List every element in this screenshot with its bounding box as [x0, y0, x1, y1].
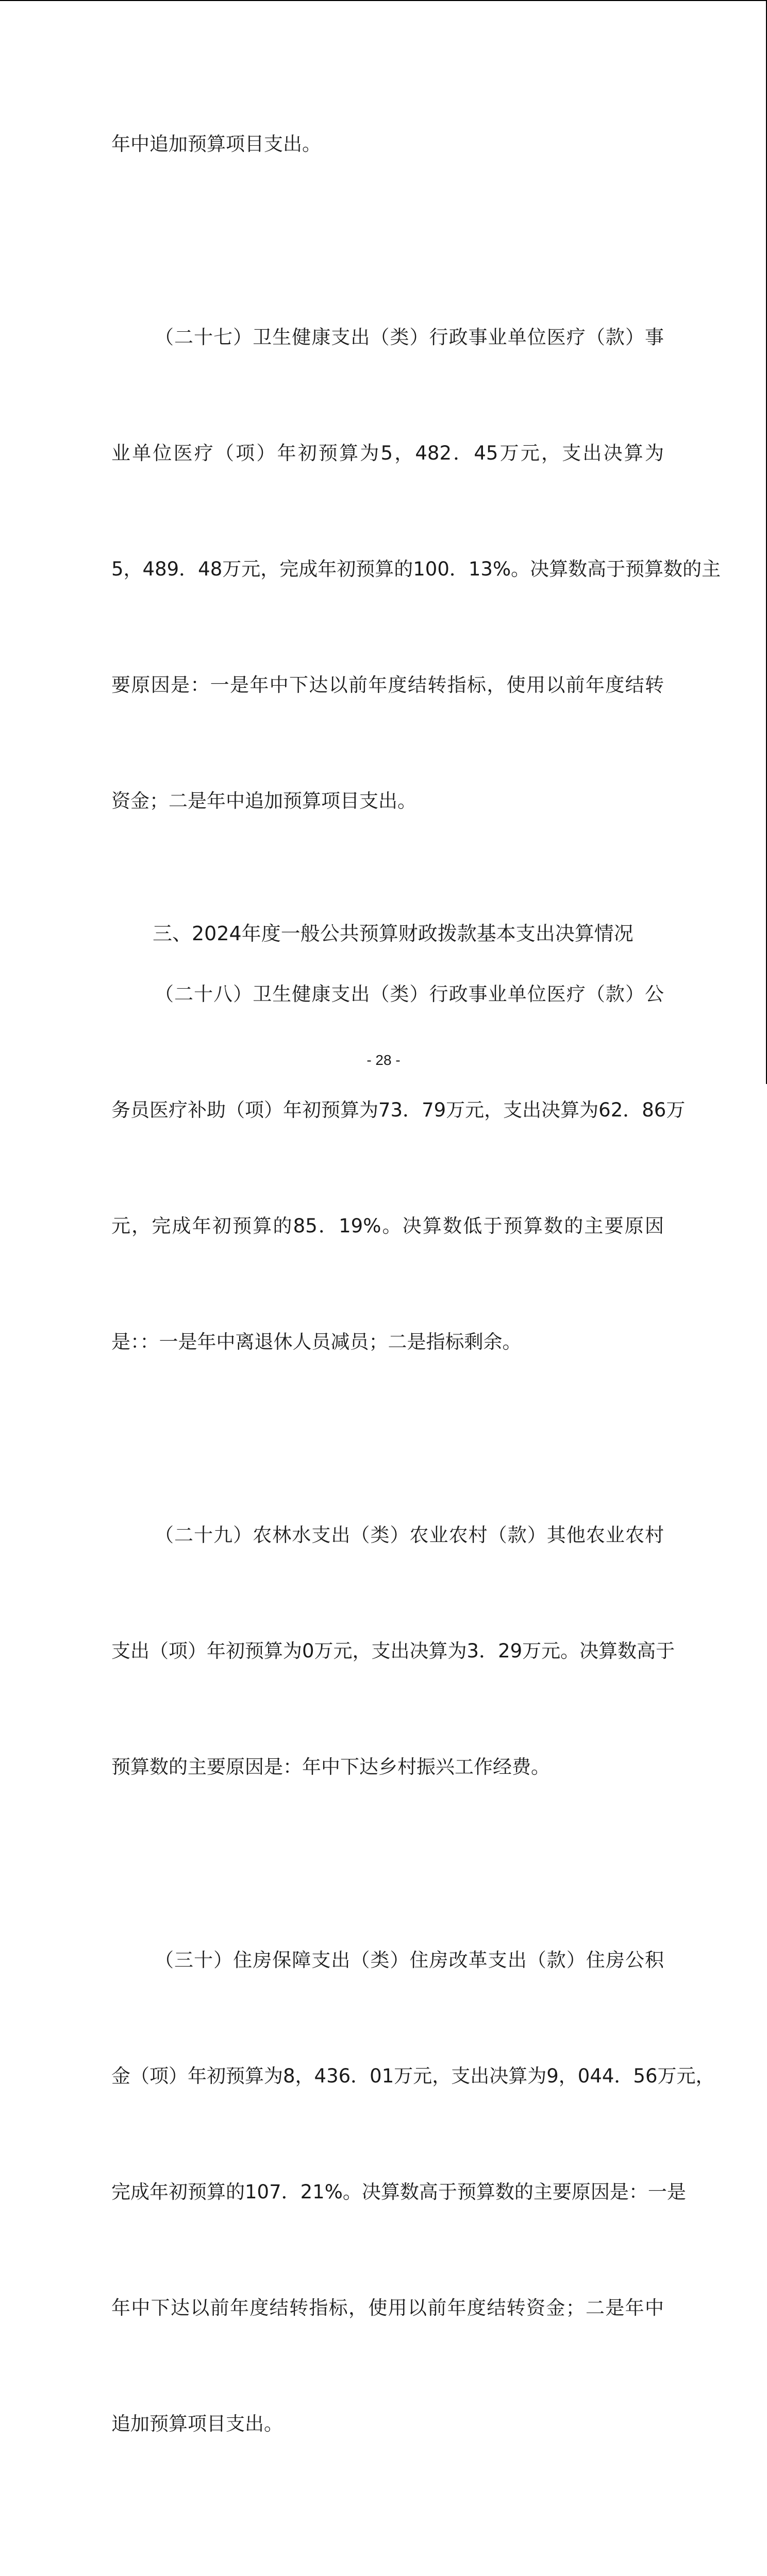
paragraph-item-30 [111, 1863, 715, 2520]
text-line: 务员医疗补助（项）年初预算为73．79万元，支出决算为62．86万 [111, 1099, 686, 1121]
text-line: 资金；二是年中追加预算项目支出。 [111, 790, 416, 812]
text-line: 预算数的主要原因是：年中下达乡村振兴工作经费。 [111, 1756, 550, 1778]
text-line: 业单位医疗（项）年初预算为5，482．45万元，支出决算为 [111, 442, 664, 464]
text-line: 元，完成年初预算的85．19%。决算数低于预算数的主要原因 [111, 1215, 664, 1237]
text-line: 年中追加预算项目支出。 [111, 133, 321, 155]
document-body [111, 47, 721, 2576]
text-line: （三十）住房保障支出（类）住房改革支出（款）住房公积 [155, 1949, 664, 1971]
paragraph-continuation [111, 47, 664, 241]
section-heading: 三、2024年度一般公共预算财政拨款基本支出决算情况 [153, 922, 633, 945]
paragraph-item-28 [111, 897, 686, 1438]
text-line: （二十八）卫生健康支出（类）行政事业单位医疗（款）公 [155, 983, 664, 1005]
text-line: 支出（项）年初预算为0万元，支出决算为3．29万元。决算数高于 [111, 1640, 675, 1662]
text-line: 年中下达以前年度结转指标，使用以前年度结转资金；二是年中 [111, 2297, 664, 2319]
text-line: 要原因是：一是年中下达以前年度结转指标，使用以前年度结转 [111, 674, 664, 696]
paragraph-item-31 [111, 2520, 664, 2576]
text-line: 完成年初预算的107．21%。决算数高于预算数的主要原因是：一是 [111, 2181, 686, 2203]
text-line: 是：：一是年中离退休人员减员；二是指标剩余。 [111, 1331, 522, 1353]
text-line: （二十七）卫生健康支出（类）行政事业单位医疗（款）事 [155, 326, 664, 348]
text-line: 金（项）年初预算为8，436．01万元，支出决算为9，044．56万元， [111, 2065, 715, 2087]
paragraph-item-27 [111, 241, 721, 897]
text-line: （二十九）农林水支出（类）农业农村（款）其他农业农村 [155, 1524, 664, 1546]
text-line: 追加预算项目支出。 [111, 2413, 283, 2435]
text-line: 5，489．48万元，完成年初预算的100．13%。决算数高于预算数的主 [111, 558, 721, 580]
page-number: - 28 - [366, 1052, 401, 1068]
paragraph-item-29 [111, 1438, 675, 1863]
